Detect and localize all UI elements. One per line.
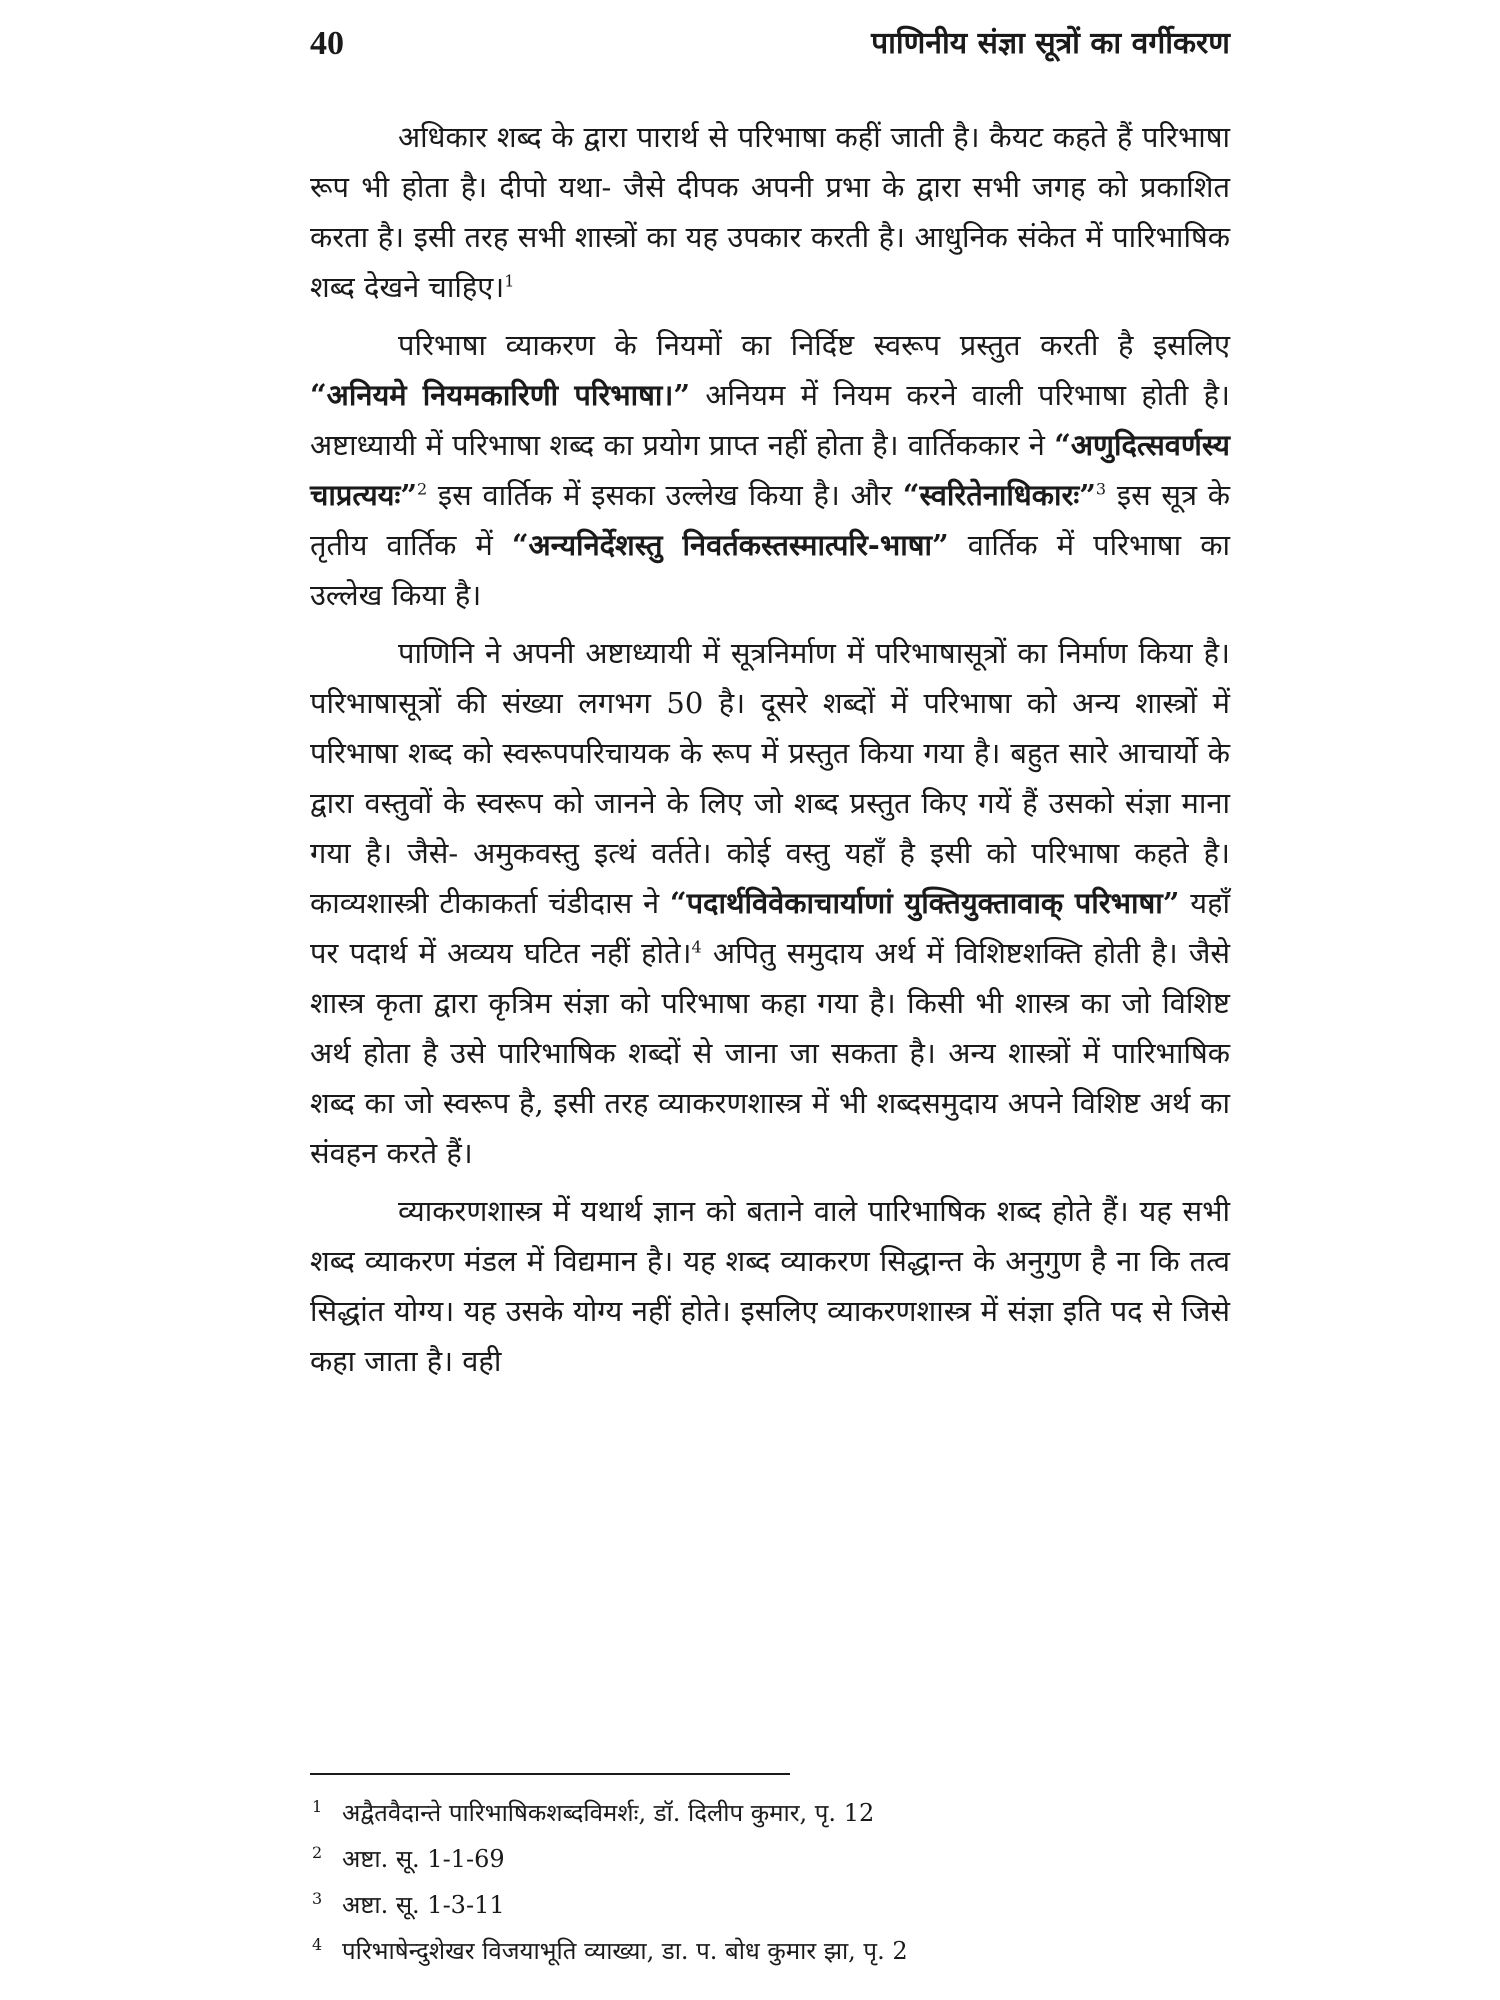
paragraph-text: व्याकरणशास्त्र में यथार्थ ज्ञान को बताने वाले पारिभाषिक शब्द होते हैं। यह सभी शब्द व्याकरण मंडल में विद्यमान है। यह शब्द व्याकरण सिद्धान्त के अनुगुण है ना कि तत्व सिद्धांत योग्य। यह उसके योग्य नहीं होते। इसलिए व्याकरणशास्त्र में संज्ञा इति पद से जिसे कहा जाता है। वही bbox=[310, 1194, 1230, 1378]
page-number: 40 bbox=[310, 25, 344, 62]
page-header bbox=[310, 22, 1230, 82]
footnote-ref-1: 1 bbox=[504, 271, 515, 291]
paragraph-1 bbox=[310, 112, 1230, 312]
paragraph-text: इस सूत्र के तृतीय वार्तिक में bbox=[310, 478, 1230, 562]
paragraph-3 bbox=[310, 628, 1230, 1178]
quoted-sutra: “स्वरितेनाधिकारः” bbox=[902, 478, 1096, 512]
footnote-4: 4 परिभाषेन्दुशेखर विजयाभूति व्याख्या, डा. प. बोध कुमार झा, पृ. 2 bbox=[312, 1935, 908, 1965]
paragraph-text: अधिकार शब्द के द्वारा पारार्थ से परिभाषा कहीं जाती है। कैयट कहते हैं परिभाषा रूप भी होता है। दीपो यथा- जैसे दीपक अपनी प्रभा के द्वारा सभी जगह को प्रकाशित करता है। इसी तरह सभी शास्त्रों का यह उपकार करती है। आधुनिक संकेत में पारिभाषिक शब्द देखने चाहिए। bbox=[310, 120, 1230, 304]
quoted-definition: “अनियमे नियमकारिणी परिभाषा।” bbox=[310, 378, 691, 412]
footnote-text: अष्टा. सू. 1-1-69 bbox=[342, 1845, 505, 1873]
footnote-2: 2 अष्टा. सू. 1-1-69 bbox=[312, 1843, 505, 1873]
footnote-1: 1 अद्वैतवैदान्ते पारिभाषिकशब्दविमर्शः, डॉ. दिलीप कुमार, पृ. 12 bbox=[312, 1797, 875, 1827]
quoted-vartika-2: “अन्यनिर्देशस्तु निवर्तकस्तस्मात्परि-भाषा” bbox=[511, 528, 949, 562]
footnote-ref-3: 3 bbox=[1095, 479, 1107, 499]
footnote-ref-2: 2 bbox=[417, 479, 428, 499]
quoted-vartika: “अणुदित्सवर्णस्य चाप्रत्ययः” bbox=[310, 428, 1230, 512]
paragraph-text: परिभाषा व्याकरण के नियमों का निर्दिष्ट स्वरूप प्रस्तुत करती है इसलिए bbox=[398, 328, 1230, 362]
paragraph-text: इस वार्तिक में इसका उल्लेख किया है। और bbox=[427, 478, 903, 512]
paragraph-text: यहाँ पर पदार्थ में अव्यय घटित नहीं होते। bbox=[310, 886, 1230, 970]
running-title: पाणिनीय संज्ञा सूत्रों का वर्गीकरण bbox=[871, 26, 1230, 61]
paragraph-4 bbox=[310, 1186, 1230, 1386]
footnote-text: अष्टा. सू. 1-3-11 bbox=[342, 1891, 505, 1919]
footnote-text: परिभाषेन्दुशेखर विजयाभूति व्याख्या, डा. प. बोध कुमार झा, पृ. 2 bbox=[342, 1937, 908, 1965]
footnote-ref-4: 4 bbox=[691, 937, 702, 957]
footnotes bbox=[310, 1790, 1230, 1974]
quoted-definition-2: “पदार्थविवेकाचार्याणां युक्तियुक्तावाक् परिभाषा” bbox=[669, 886, 1180, 920]
paragraph-text: वार्तिक में परिभाषा का उल्लेख किया है। bbox=[310, 528, 1231, 612]
paragraph-text: अनियम में नियम करने वाली परिभाषा होती है। अष्टाध्यायी में परिभाषा शब्द का प्रयोग प्राप्त नहीं होता है। वार्तिककार ने bbox=[310, 378, 1230, 462]
paragraph-text: अपितु समुदाय अर्थ में विशिष्टशक्ति होती है। जैसे शास्त्र कृता द्वारा कृत्रिम संज्ञा को परिभाषा कहा गया है। किसी भी शास्त्र का जो विशिष्ट अर्थ होता है उसे पारिभाषिक शब्दों से जाना जा सकता है। अन्य शास्त्रों में पारिभाषिक शब्द का जो स्वरूप है, इसी तरह व्याकरणशास्त्र में भी शब्दसमुदाय अपने विशिष्ट अर्थ का संवहन करते हैं। bbox=[310, 936, 1230, 1170]
paragraph-text: पाणिनि ने अपनी अष्टाध्यायी में सूत्रनिर्माण में परिभाषासूत्रों का निर्माण किया है। परिभाषासूत्रों की संख्या लगभग 50 है। दूसरे शब्दों में परिभाषा को अन्य शास्त्रों में परिभाषा शब्द को स्वरूपपरिचायक के रूप में प्रस्तुत किया गया है। बहुत सारे आचार्यो के द्वारा वस्तुवों के स्वरूप को जानने के लिए जो शब्द प्रस्तुत किए गयें हैं उसको संज्ञा माना गया है। जैसे- अमुकवस्तु इत्थं वर्तते। कोई वस्तु यहाँ है इसी को परिभाषा कहते है। काव्यशास्त्री टीकाकर्ता चंडीदास ने bbox=[310, 636, 1230, 920]
footnote-divider bbox=[310, 1773, 790, 1775]
footnote-text: अद्वैतवैदान्ते पारिभाषिकशब्दविमर्शः, डॉ. दिलीप कुमार, पृ. 12 bbox=[342, 1799, 875, 1827]
footnote-3: 3 अष्टा. सू. 1-3-11 bbox=[312, 1889, 505, 1919]
paragraph-2 bbox=[310, 320, 1230, 620]
body-text bbox=[310, 112, 1230, 1394]
